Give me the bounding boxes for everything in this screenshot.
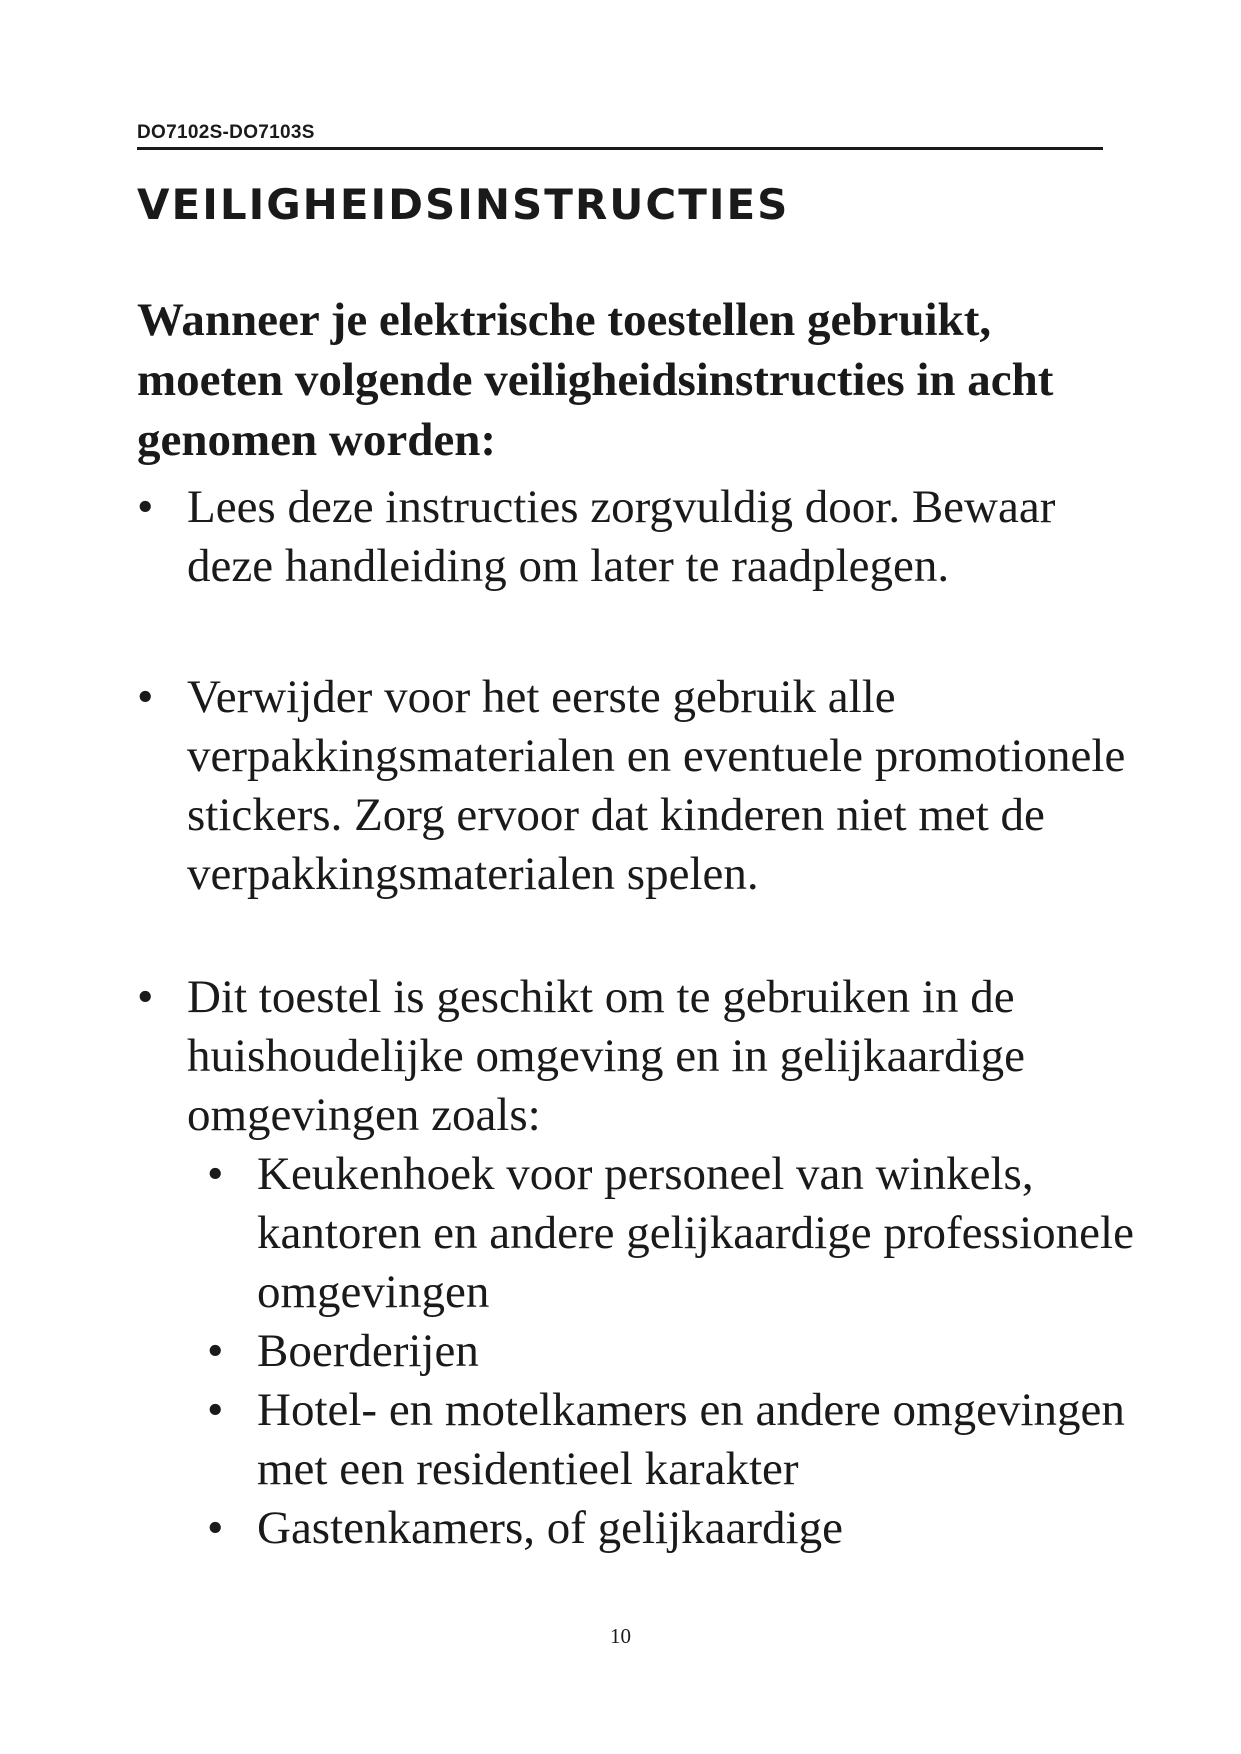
model-number: DO7102S-DO7103S: [137, 122, 315, 143]
list-item: [207, 1499, 1127, 1558]
instruction-list: [137, 668, 1137, 904]
intro-paragraph: Wanneer je elektrische toestellen gebruikt, moeten volgende veiligheidsinstructies in acht genomen worden:: [137, 294, 1054, 466]
bullet-icon: •: [137, 971, 154, 1023]
bullet-icon: •: [137, 481, 154, 533]
page-title: VEILIGHEIDSINSTRUCTIES: [137, 180, 790, 229]
list-item: [207, 1381, 1157, 1499]
header-divider: [137, 147, 1103, 150]
list-item: [137, 478, 1087, 596]
page-number: 10: [610, 1624, 631, 1648]
list-item: [207, 1145, 1137, 1322]
list-item: [137, 968, 1147, 1145]
sub-instruction-list: [207, 1145, 1134, 1558]
list-item: [207, 1322, 1127, 1381]
list-item-text: Keukenhoek voor personeel van winkels, kantoren en andere gelijkaardige professionele omgevingen: [257, 1148, 1134, 1318]
bullet-icon: •: [137, 671, 154, 723]
bullet-icon: •: [207, 1502, 224, 1554]
bullet-icon: •: [207, 1325, 224, 1377]
list-item-text: Gastenkamers, of gelijkaardige: [257, 1502, 843, 1554]
bullet-icon: •: [207, 1148, 224, 1200]
list-item-text: Dit toestel is geschikt om te gebruiken in de huishoudelijke omgeving en in gelijkaardige omgevingen zoals:: [187, 971, 1025, 1141]
instruction-list: [137, 478, 1137, 596]
list-item-text: Hotel- en motelkamers en andere omgevingen met een residentieel karakter: [257, 1384, 1125, 1495]
list-item-text: Lees deze instructies zorgvuldig door. Bewaar deze handleiding om later te raadplegen.: [187, 481, 1056, 592]
list-item: [137, 668, 1127, 904]
list-item-text: Verwijder voor het eerste gebruik alle verpakkingsmaterialen en eventuele promotionele stickers. Zorg ervoor dat kinderen niet met de verpakkingsmaterialen spelen.: [187, 671, 1126, 900]
instruction-list: [137, 968, 1137, 1145]
bullet-icon: •: [207, 1384, 224, 1436]
list-item-text: Boerderijen: [257, 1325, 479, 1377]
